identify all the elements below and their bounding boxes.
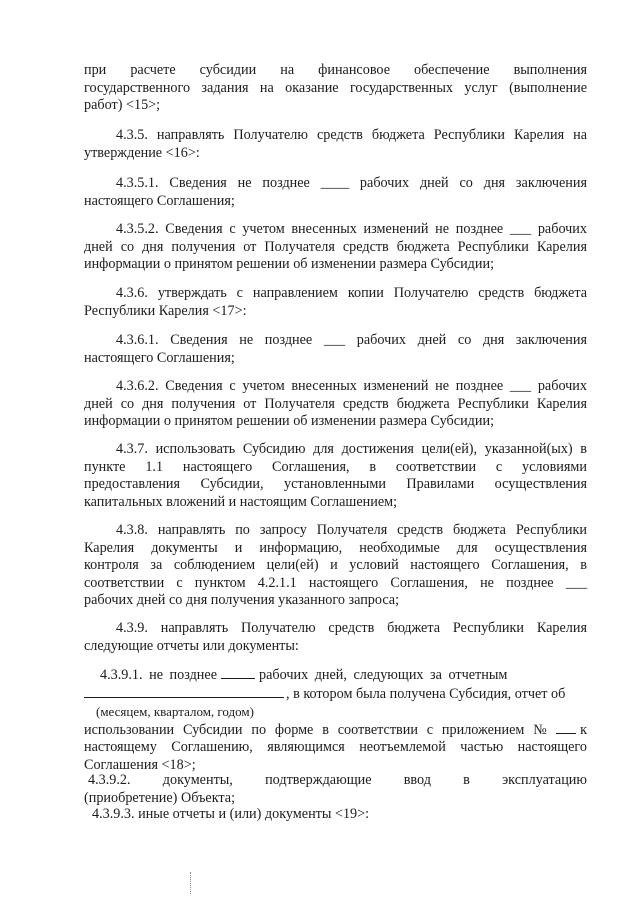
text-line: 4.3.7. использовать Субсидию для достижения цели(ей), указанной(ых) в	[116, 441, 587, 457]
paragraph-4-3-5	[84, 127, 587, 162]
paragraph-4-3-9	[84, 620, 587, 655]
paragraph-4-3-5-2	[84, 221, 587, 274]
text-segment: к	[580, 721, 587, 738]
paragraph-subsidy-calc	[84, 62, 587, 115]
blank-field	[556, 721, 576, 734]
text-line: следующие отчеты или документы:	[84, 637, 299, 654]
text-line: дней со дня получения от Получателя средств бюджета Республики Карелия	[84, 238, 587, 255]
text-line: 4.3.6.2. Сведения с учетом внесенных изменений не позднее ___ рабочих	[116, 378, 587, 394]
text-line: информации о принятом решении об изменении размера Субсидии;	[84, 413, 495, 430]
text-line: Республики Карелия <17>:	[84, 302, 247, 319]
paragraph-4-3-5-1	[84, 175, 587, 210]
field-hint: (месяцем, кварталом, годом)	[96, 704, 254, 720]
text-line	[84, 685, 587, 704]
text-line: настоящему Соглашению, являющимся неотъемлемой частью настоящего	[84, 739, 587, 756]
text-line: информации о принятом решении об изменении размера Субсидии;	[84, 256, 495, 273]
text-line: 4.3.5.1. Сведения не позднее ____ рабочих дней со дня заключения	[116, 175, 587, 191]
text-line: настоящего Соглашения;	[84, 192, 235, 209]
text-line: при расчете субсидии на финансовое обеспечение выполнения	[84, 62, 587, 78]
text-line: работ) <15>;	[84, 97, 161, 114]
text-line: Соглашения <18>;	[84, 756, 196, 773]
text-line: 4.3.6.1. Сведения не позднее ___ рабочих дней со дня заключения	[116, 332, 587, 348]
text-line: 4.3.6. утверждать с направлением копии Получателю средств бюджета	[116, 285, 587, 301]
scan-artifact	[190, 872, 192, 894]
paragraph-4-3-6	[84, 285, 587, 320]
paragraph-4-3-8	[84, 522, 587, 610]
text-line: дней со дня получения от Получателя средств бюджета Республики Карелия	[84, 395, 587, 412]
text-line	[84, 666, 587, 685]
paragraph-4-3-6-2	[84, 378, 587, 431]
text-segment: , в котором была получена Субсидия, отчет об	[286, 685, 566, 702]
blank-field	[84, 685, 284, 698]
paragraph-4-3-9-1	[84, 666, 587, 775]
text-line: пункте 1.1 настоящего Соглашения, в соответствии с условиями	[84, 458, 587, 475]
text-segment: 4.3.9.1. не позднее	[100, 667, 217, 683]
text-line: 4.3.9.3. иные отчеты и (или) документы <19>:	[92, 806, 370, 822]
text-line: 4.3.8. направлять по запросу Получателя средств бюджета Республики	[116, 522, 587, 538]
text-line: 4.3.5. направлять Получателю средств бюджета Республики Карелия на	[116, 127, 587, 143]
text-line: предоставления Субсидии, установленными Правилами осуществления	[84, 476, 587, 493]
text-line: капитальных вложений и настоящим Соглашением;	[84, 493, 398, 510]
paragraph-4-3-9-2	[84, 772, 587, 807]
text-line: 4.3.9. направлять Получателю средств бюджета Республики Карелия	[116, 620, 587, 636]
paragraph-4-3-6-1	[84, 332, 587, 367]
text-line: (приобретение) Объекта;	[84, 789, 236, 806]
text-line: контроля за соблюдением цели(ей) и условий настоящего Соглашения, в	[84, 557, 587, 574]
text-line: 4.3.5.2. Сведения с учетом внесенных изменений не позднее ___ рабочих	[116, 221, 587, 237]
text-line: утверждение <16>:	[84, 144, 200, 161]
text-line: Карелия документы и информацию, необходимые для осуществления	[84, 539, 587, 556]
text-line: рабочих дней со дня получения указанного запроса;	[84, 592, 400, 609]
text-line: настоящего Соглашения;	[84, 349, 235, 366]
blank-field	[221, 666, 255, 679]
text-line: соответствии с пунктом 4.2.1.1 настоящего Соглашения, не позднее ___	[84, 574, 587, 591]
text-segment: рабочих дней, следующих за отчетным	[259, 667, 508, 683]
text-line: 4.3.9.2. документы, подтверждающие ввод в эксплуатацию	[88, 772, 587, 788]
text-line	[84, 721, 587, 740]
text-line: государственного задания на оказание государственных услуг (выполнение	[84, 79, 587, 96]
paragraph-4-3-9-3	[84, 806, 587, 824]
paragraph-4-3-7	[84, 441, 587, 511]
text-segment: использовании Субсидии по форме в соответствии с приложением №	[84, 721, 553, 738]
